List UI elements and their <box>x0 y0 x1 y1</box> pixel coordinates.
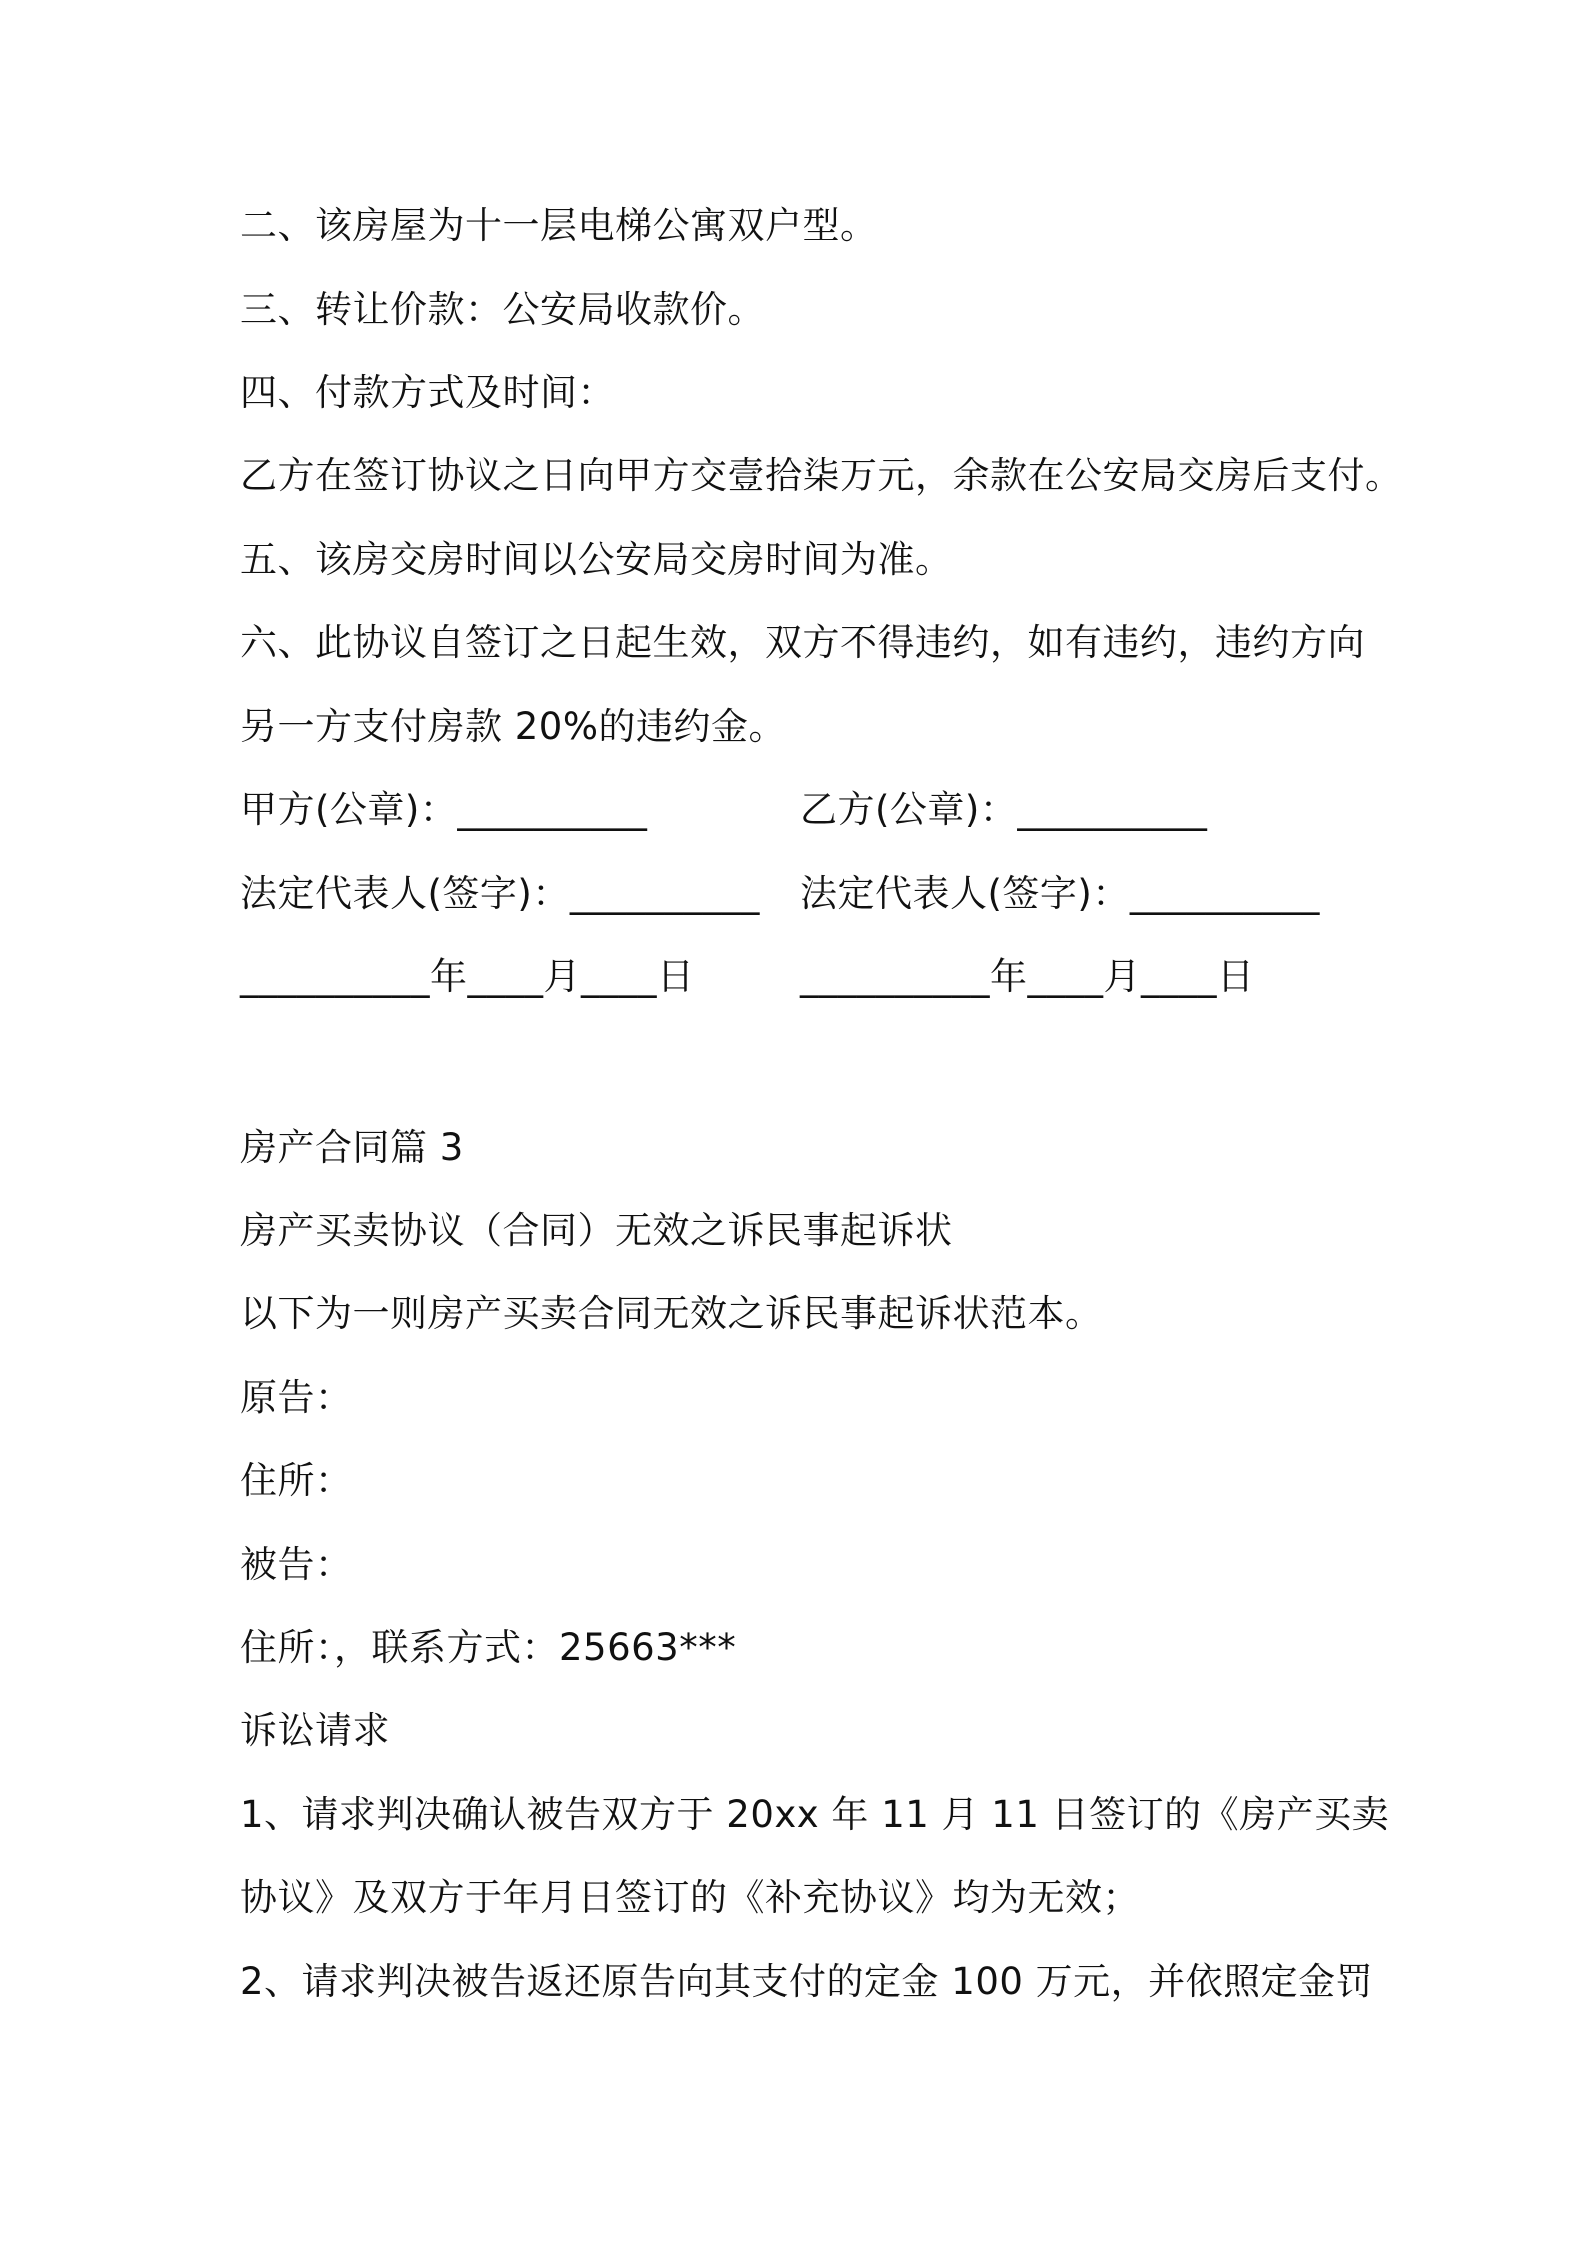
clause-5: 五、该房交房时间以公安局交房时间为准。 <box>240 538 953 581</box>
party-b-date: __________年____月____日 <box>800 955 1255 998</box>
party-a-seal: 甲方(公章)：__________ <box>240 788 648 831</box>
claim-1-cont: 协议》及双方于年月日签订的《补充协议》均为无效； <box>240 1876 1140 1919</box>
section-heading: 房产合同篇 3 <box>240 1126 464 1169</box>
party-b-seal: 乙方(公章)：__________ <box>800 788 1208 831</box>
claims-heading: 诉讼请求 <box>240 1709 390 1752</box>
defendant-address: 住所：，联系方式：25663*** <box>240 1626 737 1669</box>
clause-6-cont: 另一方支付房款 20%的违约金。 <box>240 705 786 748</box>
clause-3: 三、转让价款：公安局收款价。 <box>240 288 765 331</box>
clause-4: 四、付款方式及时间： <box>240 371 615 414</box>
section-intro: 以下为一则房产买卖合同无效之诉民事起诉状范本。 <box>240 1292 1103 1335</box>
party-a-rep: 法定代表人(签字)：__________ <box>240 872 760 915</box>
party-b-rep: 法定代表人(签字)：__________ <box>800 872 1320 915</box>
section-title: 房产买卖协议（合同）无效之诉民事起诉状 <box>240 1209 953 1252</box>
claim-2: 2、请求判决被告返还原告向其支付的定金 100 万元，并依照定金罚 <box>240 1960 1374 2003</box>
party-a-date: __________年____月____日 <box>240 955 695 998</box>
clause-6: 六、此协议自签订之日起生效，双方不得违约，如有违约，违约方向 <box>240 621 1365 664</box>
defendant-label: 被告： <box>240 1543 353 1586</box>
plaintiff-address: 住所： <box>240 1459 353 1502</box>
clause-2: 二、该房屋为十一层电梯公寓双户型。 <box>240 204 878 247</box>
clause-4-detail: 乙方在签订协议之日向甲方交壹拾柒万元，余款在公安局交房后支付。 <box>240 454 1403 497</box>
claim-1: 1、请求判决确认被告双方于 20xx 年 11 月 11 日签订的《房产买卖 <box>240 1793 1390 1836</box>
plaintiff-label: 原告： <box>240 1376 353 1419</box>
